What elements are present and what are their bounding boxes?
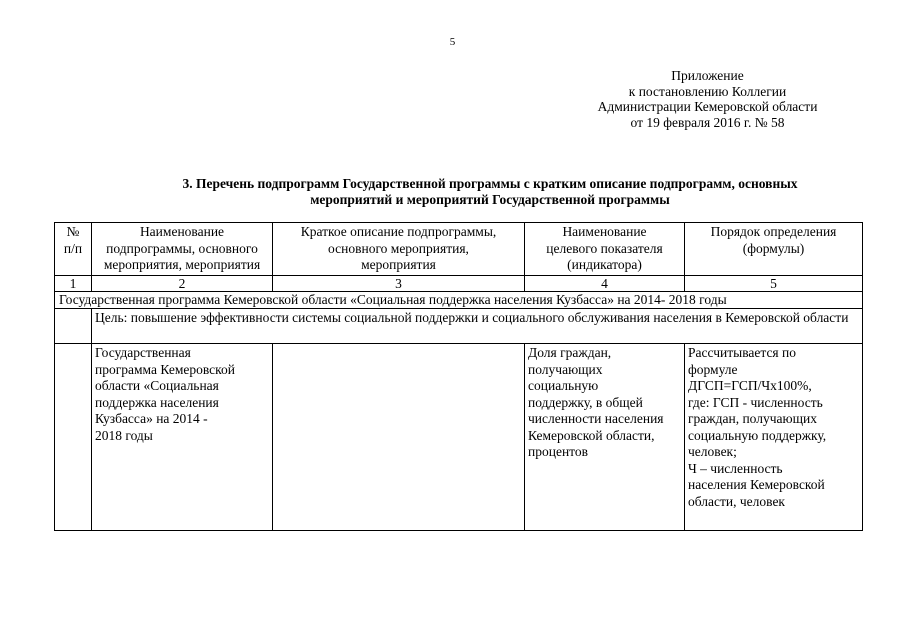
program-title: Государственная программа Кемеровской области «Социальная поддержка населения Кузбасса» на 2014- 2018 годы bbox=[55, 292, 863, 309]
column-number: 5 bbox=[685, 276, 863, 292]
subprograms-table bbox=[54, 222, 863, 531]
column-number: 3 bbox=[273, 276, 525, 292]
title-line: 3. Перечень подпрограмм Государственной программы с кратким описание подпрограмм, основных bbox=[182, 176, 798, 191]
header-name: Наименование подпрограммы, основного мероприятия, мероприятия bbox=[92, 223, 273, 276]
column-number: 1 bbox=[55, 276, 92, 292]
column-number: 2 bbox=[92, 276, 273, 292]
page-number: 5 bbox=[449, 36, 456, 48]
document-title bbox=[120, 176, 860, 208]
column-number-row bbox=[55, 276, 863, 292]
appendix-line: Администрации Кемеровской области bbox=[597, 99, 818, 114]
table-header-row bbox=[55, 223, 863, 276]
title-line: мероприятий и мероприятий Государственной программы bbox=[310, 192, 670, 207]
goal-empty-cell bbox=[55, 309, 92, 344]
row-name: Государственная программа Кемеровской области «Социальная поддержка населения Кузбасса» на 2014 - 2018 годы bbox=[92, 344, 273, 531]
appendix-block bbox=[560, 68, 855, 130]
header-indicator: Наименование целевого показателя (индикатора) bbox=[525, 223, 685, 276]
header-number: № п/п bbox=[55, 223, 92, 276]
goal-text: Цель: повышение эффективности системы социальной поддержки и социального обслуживания населения в Кемеровской области bbox=[92, 309, 863, 344]
goal-row bbox=[55, 309, 863, 344]
row-number bbox=[55, 344, 92, 531]
row-formula: Рассчитывается по формуле ДГСП=ГСП/Чх100%, где: ГСП - численность граждан, получающих социальную поддержку, человек; Ч – численность населения Кемеровской области, человек bbox=[685, 344, 863, 531]
appendix-line: к постановлению Коллегии bbox=[628, 83, 787, 99]
column-number: 4 bbox=[525, 276, 685, 292]
appendix-line: Приложение bbox=[671, 68, 744, 83]
appendix-line: от 19 февраля 2016 г. № 58 bbox=[630, 114, 785, 130]
header-formula: Порядок определения (формулы) bbox=[685, 223, 863, 276]
header-description: Краткое описание подпрограммы, основного мероприятия, мероприятия bbox=[273, 223, 525, 276]
program-row bbox=[55, 292, 863, 309]
table-row bbox=[55, 344, 863, 531]
row-description bbox=[273, 344, 525, 531]
row-indicator: Доля граждан, получающих социальную поддержку, в общей численности населения Кемеровской области, процентов bbox=[525, 344, 685, 531]
